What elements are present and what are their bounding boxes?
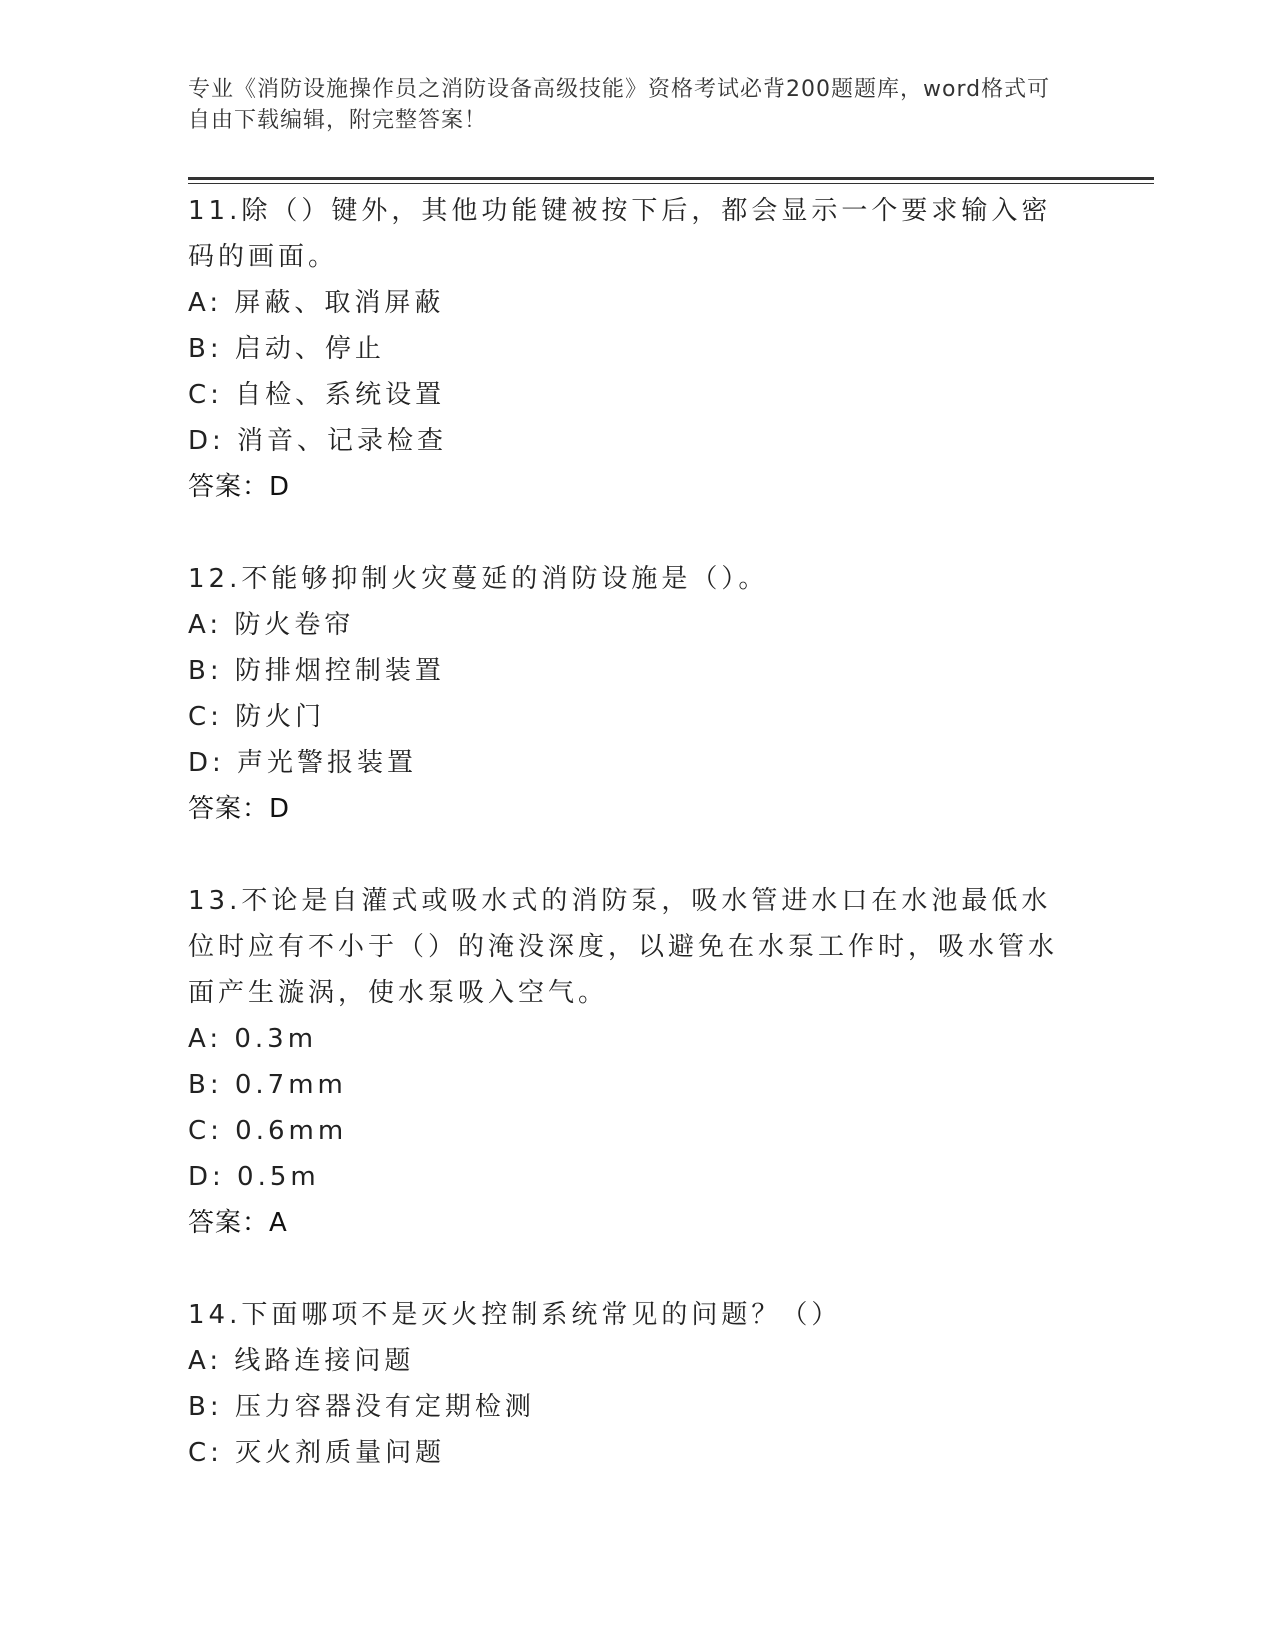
question-stem: 11.除（）键外，其他功能键被按下后，都会显示一个要求输入密码的画面。 xyxy=(188,196,1052,272)
option-a: A: 0.3m xyxy=(188,1024,318,1054)
option-c: C: 自检、系统设置 xyxy=(188,380,446,410)
option-c: C: 防火门 xyxy=(188,702,326,732)
option-d: D: 0.5m xyxy=(188,1162,320,1192)
question-12 xyxy=(188,556,1088,832)
document-header: 专业《消防设施操作员之消防设备高级技能》资格考试必背200题题库，word格式可自由下载编辑，附完整答案！ xyxy=(188,77,1051,133)
option-c: C: 灭火剂质量问题 xyxy=(188,1438,446,1468)
question-stem: 14.下面哪项不是灭火控制系统常见的问题？（） xyxy=(188,1300,842,1330)
answer-label: 答案：D xyxy=(188,472,291,502)
question-14 xyxy=(188,1292,1088,1476)
answer-label: 答案：A xyxy=(188,1208,288,1238)
option-d: D: 消音、记录检查 xyxy=(188,426,448,456)
option-a: A: 线路连接问题 xyxy=(188,1346,415,1376)
option-a: A: 防火卷帘 xyxy=(188,610,355,640)
answer-label: 答案：D xyxy=(188,794,291,824)
header-divider-thin xyxy=(188,183,1154,184)
question-list xyxy=(188,188,1088,1522)
option-b: B: 压力容器没有定期检测 xyxy=(188,1392,535,1422)
question-13 xyxy=(188,878,1088,1246)
option-a: A: 屏蔽、取消屏蔽 xyxy=(188,288,445,318)
option-b: B: 0.7mm xyxy=(188,1070,347,1100)
question-11 xyxy=(188,188,1088,510)
header-divider-thick xyxy=(188,177,1154,180)
question-stem: 13.不论是自灌式或吸水式的消防泵，吸水管进水口在水池最低水位时应有不小于（）的淹没深度，以避免在水泵工作时，吸水管水面产生漩涡，使水泵吸入空气。 xyxy=(188,886,1059,1008)
option-d: D: 声光警报装置 xyxy=(188,748,418,778)
option-c: C: 0.6mm xyxy=(188,1116,348,1146)
option-b: B: 防排烟控制装置 xyxy=(188,656,445,686)
question-stem: 12.不能够抑制火灾蔓延的消防设施是（）。 xyxy=(188,564,769,594)
option-b: B: 启动、停止 xyxy=(188,334,385,364)
